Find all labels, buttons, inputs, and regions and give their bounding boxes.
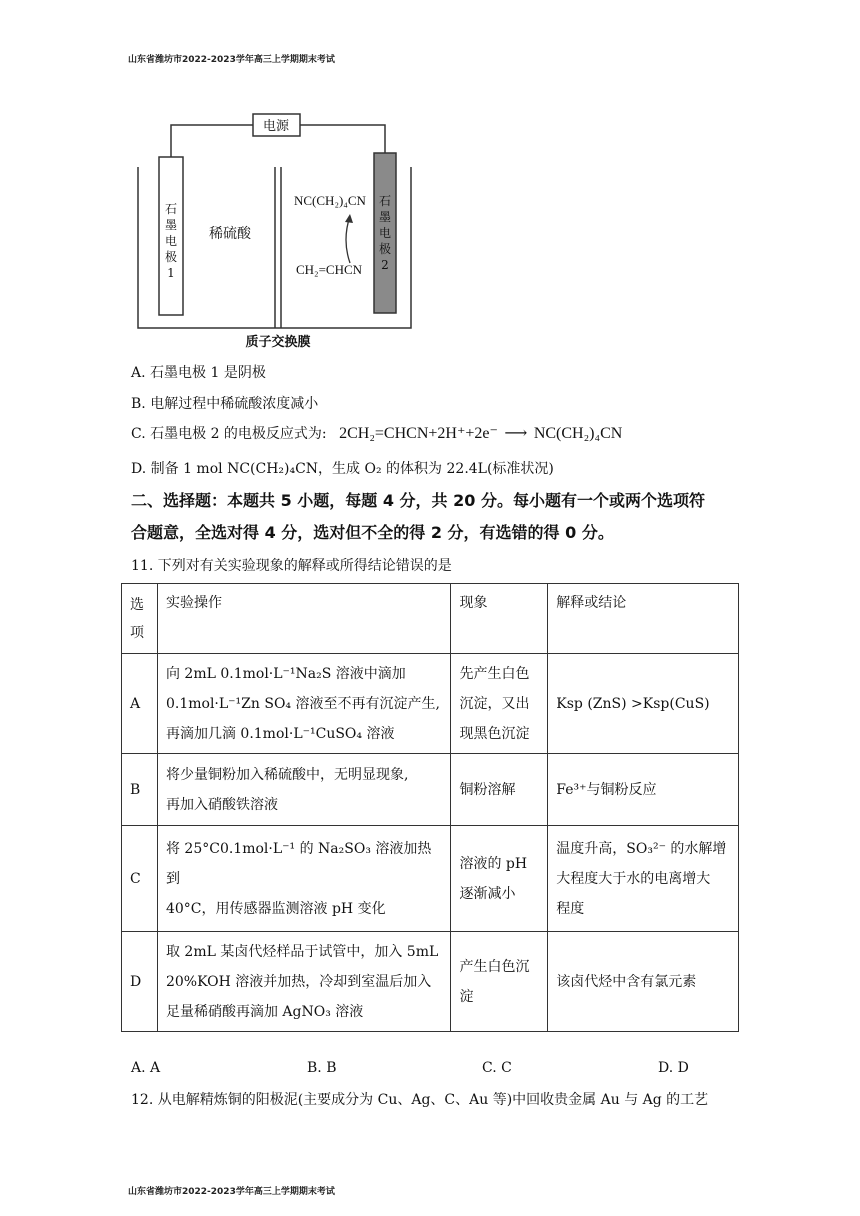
option-b: B. 电解过程中稀硫酸浓度减小 bbox=[131, 396, 319, 412]
cell-line: 0.1mol·L⁻¹Zn SO₄ 溶液至不再有沉淀产生, bbox=[165, 695, 440, 712]
q11-stem: 11. 下列对有关实验现象的解释或所得结论错误的是 bbox=[131, 558, 452, 574]
electrode-2-char: 墨 bbox=[378, 210, 392, 224]
cell-line: 现黑色沉淀 bbox=[459, 725, 530, 742]
row-conclusion: 该卤代烃中含有氯元素 bbox=[548, 932, 739, 1032]
row-conclusion bbox=[548, 826, 739, 932]
electrode-2-char: 电 bbox=[378, 226, 392, 240]
cell-line: 淀 bbox=[459, 988, 474, 1005]
cell-line: 先产生白色 bbox=[459, 665, 530, 682]
electrode-2-char: 石 bbox=[378, 194, 392, 208]
reaction-arrow-icon: ⟶ bbox=[504, 425, 528, 442]
membrane-label: 质子交换膜 bbox=[245, 335, 311, 350]
cell-line: 取 2mL 某卤代烃样品于试管中，加入 5mL bbox=[165, 943, 439, 960]
row-operation bbox=[157, 932, 450, 1032]
power-label: 电源 bbox=[262, 119, 290, 134]
cell-line: 程度 bbox=[556, 900, 585, 917]
cell-line: 产生白色沉 bbox=[459, 958, 530, 975]
cell-line: 溶液的 pH bbox=[459, 855, 528, 872]
table-header-row bbox=[122, 584, 739, 654]
table-row bbox=[122, 826, 739, 932]
product-formula: NC(CH₂)₄CN bbox=[294, 193, 366, 208]
option-c-formula: 2CH₂=CHCN+2H⁺+2e⁻ bbox=[339, 425, 498, 442]
electrode-1-char: 石 bbox=[164, 202, 178, 216]
cell-line: 向 2mL 0.1mol·L⁻¹Na₂S 溶液中滴加 bbox=[165, 665, 406, 682]
reaction-arrow bbox=[346, 216, 350, 263]
choice-b: B. B bbox=[307, 1060, 337, 1076]
table-row bbox=[122, 932, 739, 1032]
choice-c: C. C bbox=[482, 1060, 512, 1076]
option-d: D. 制备 1 mol NC(CH₂)₄CN，生成 O₂ 的体积为 22.4L(标准状况) bbox=[131, 461, 554, 477]
choice-d: D. D bbox=[658, 1060, 689, 1076]
cell-line: 再滴加几滴 0.1mol·L⁻¹CuSO₄ 溶液 bbox=[165, 725, 395, 742]
option-a: A. 石墨电极 1 是阴极 bbox=[131, 365, 266, 381]
option-c-text: C. 石墨电极 2 的电极反应式为: bbox=[131, 426, 327, 442]
row-phenomenon bbox=[451, 826, 548, 932]
q11-table bbox=[121, 583, 739, 1032]
row-conclusion: Fe³⁺与铜粉反应 bbox=[548, 754, 739, 826]
row-option: B bbox=[122, 754, 158, 826]
header-operation: 实验操作 bbox=[157, 584, 450, 654]
table-row bbox=[122, 754, 739, 826]
cell-line: 将 25°C0.1mol·L⁻¹ 的 Na₂SO₃ 溶液加热到 bbox=[165, 840, 432, 887]
row-operation bbox=[157, 826, 450, 932]
electrode-1-char: 极 bbox=[164, 250, 178, 264]
row-operation bbox=[157, 754, 450, 826]
cell-line: 温度升高，SO₃²⁻ 的水解增 bbox=[556, 840, 727, 857]
choice-a: A. A bbox=[131, 1060, 161, 1076]
section-2-line-2: 合题意，全选对得 4 分，选对但不全的得 2 分，有选错的得 0 分。 bbox=[131, 523, 614, 542]
row-option: A bbox=[122, 654, 158, 754]
row-phenomenon: 铜粉溶解 bbox=[451, 754, 548, 826]
cell-line: 将少量铜粉加入稀硫酸中，无明显现象, bbox=[165, 766, 409, 783]
q12-stem: 12. 从电解精炼铜的阳极泥(主要成分为 Cu、Ag、C、Au 等)中回收贵金属 Au 与 Ag 的工艺 bbox=[131, 1092, 709, 1108]
cell-line: 逐渐减小 bbox=[459, 885, 516, 902]
row-option: C bbox=[122, 826, 158, 932]
cell-line: 大程度大于水的电离增大 bbox=[556, 870, 711, 887]
electrolysis-diagram bbox=[128, 98, 468, 353]
electrode-1-char: 1 bbox=[167, 266, 175, 280]
option-c-product: NC(CH₂)₄CN bbox=[533, 425, 623, 442]
row-conclusion: Ksp (ZnS) >Ksp(CuS) bbox=[548, 654, 739, 754]
option-c bbox=[131, 423, 622, 443]
row-phenomenon bbox=[451, 654, 548, 754]
solution-label: 稀硫酸 bbox=[209, 226, 251, 242]
electrode-2-char: 2 bbox=[381, 258, 389, 272]
reactant-formula: CH₂=CHCN bbox=[296, 262, 363, 277]
cell-line: 20%KOH 溶液并加热，冷却到室温后加入 bbox=[165, 973, 432, 990]
row-operation bbox=[157, 654, 450, 754]
cell-line: 足量稀硝酸再滴加 AgNO₃ 溶液 bbox=[165, 1003, 364, 1020]
header-conclusion: 解释或结论 bbox=[548, 584, 739, 654]
cell-line: 沉淀，又出 bbox=[459, 695, 530, 712]
cell-line: 再加入硝酸铁溶液 bbox=[165, 796, 278, 813]
electrode-1-char: 电 bbox=[164, 234, 178, 248]
cell-line: 40°C，用传感器监测溶液 pH 变化 bbox=[165, 900, 386, 917]
section-2-line-1: 二、选择题：本题共 5 小题，每题 4 分，共 20 分。每小题有一个或两个选项符 bbox=[131, 491, 705, 510]
header-option: 选 项 bbox=[122, 584, 158, 654]
header-phenomenon: 现象 bbox=[451, 584, 548, 654]
table-row bbox=[122, 654, 739, 754]
row-option: D bbox=[122, 932, 158, 1032]
page-footer: 山东省潍坊市2022-2023学年高三上学期期末考试 bbox=[128, 1187, 335, 1197]
electrode-2-char: 极 bbox=[378, 242, 392, 256]
page-header: 山东省潍坊市2022-2023学年高三上学期期末考试 bbox=[128, 55, 335, 65]
electrode-1-char: 墨 bbox=[164, 218, 178, 232]
row-phenomenon bbox=[451, 932, 548, 1032]
